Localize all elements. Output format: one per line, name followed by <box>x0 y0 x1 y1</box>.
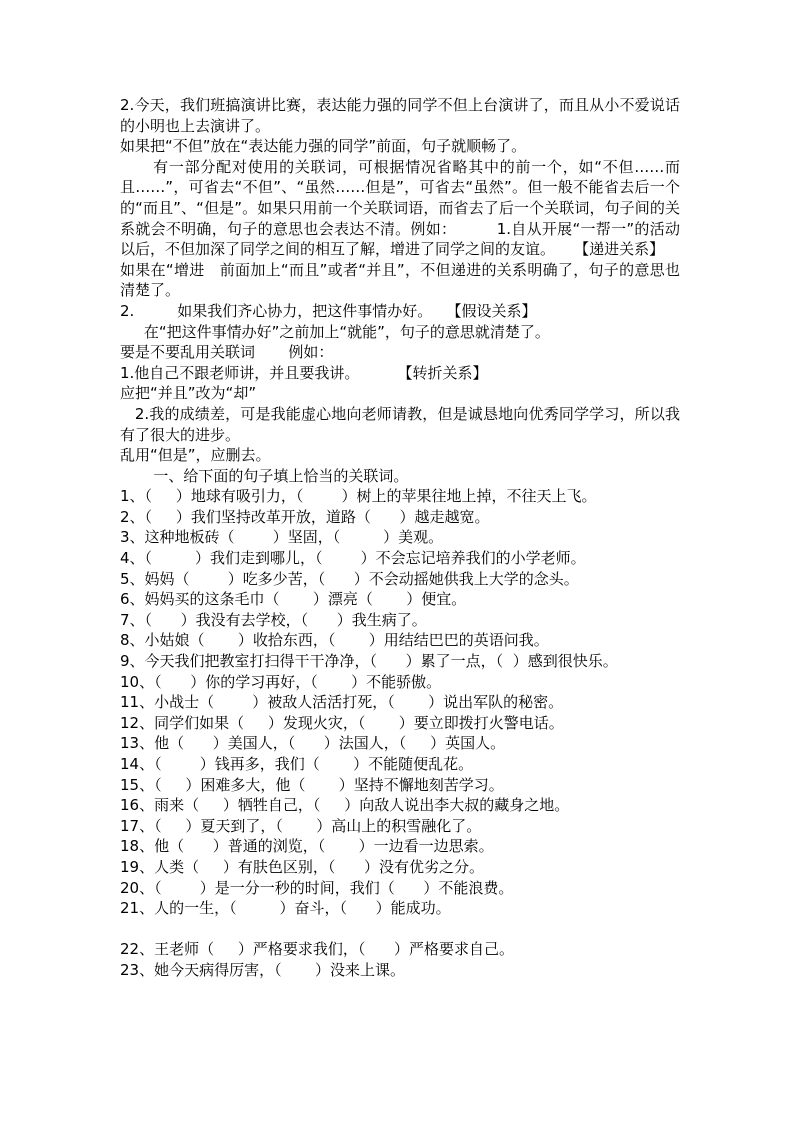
exercise-item: 21、人的一生，（ ）奋斗，（ ）能成功。 <box>120 899 451 918</box>
exercise-item: 4、（ ）我们走到哪儿，（ ）不会忘记培养我们的小学老师。 <box>120 549 586 568</box>
correction-note: 在“把这件事情办好”之前加上“就能”，句子的意思就清楚了。 <box>120 322 550 341</box>
explanation-paragraph: 有一部分配对使用的关联词，可根据情况省略其中的前一个，如“不但……而且……”，可省去“不但”、“虽然……但是”，可省去“虽然”。但一般不能省去后一个的“而且”、“但是”。如果只用前一个关联词语，而省去了后一个关联词，句子间的关系就会不明确，句子的意思也会表达不清。例如： 1.自从开展“一帮一”的活动以后，不但加深了同学之间的相互了解，增进了同学之间的友谊。 【递进关系】 <box>120 157 681 259</box>
exercise-item: 13、他（ ）美国人，（ ）法国人，（ ）英国人。 <box>120 734 506 753</box>
exercise-item: 16、雨来（ ）牺牲自己，（ ）向敌人说出李大叔的藏身之地。 <box>120 796 570 815</box>
correction-note: 应把“并且”改为“却” <box>120 384 257 403</box>
exercise-item: 23、她今天病得厉害，（ ）没来上课。 <box>120 960 405 979</box>
example-sentence: 2.我的成绩差，可是我能虚心地向老师请教，但是诚恳地向优秀同学学习，所以我有了很大的进步。 <box>120 404 680 444</box>
exercise-title: 一、给下面的句子填上恰当的关联词。 <box>120 466 409 485</box>
example-sentence: 2. 如果我们齐心协力，把这件事情办好。 【假设关系】 <box>120 301 537 320</box>
exercise-item: 2、（ ）我们坚持改革开放，道路（ ）越走越宽。 <box>120 507 490 526</box>
correction-note: 如果把“不但”放在“表达能力强的同学”前面，句子就顺畅了。 <box>120 137 527 156</box>
exercise-item: 22、王老师（ ）严格要求我们，（ ）严格要求自己。 <box>120 940 515 959</box>
correction-note: 乱用“但是”，应删去。 <box>120 446 271 465</box>
exercise-item: 15、（ ）困难多大，他（ ）坚持不懈地刻苦学习。 <box>120 775 504 794</box>
correction-note: 如果在“增进 前面加上“而且”或者“并且”，不但递进的关系明确了，句子的意思也清楚了。 <box>120 260 680 300</box>
exercise-item: 14、（ ）钱再多，我们（ ）不能随便乱花。 <box>120 755 474 773</box>
exercise-item: 18、他（ ）普通的浏览，（ ）一边看一边思索。 <box>120 837 494 856</box>
exercise-item: 1、（ ）地球有吸引力，（ ）树上的苹果往地上掉，不往天上飞。 <box>120 487 597 506</box>
exercise-item: 20、（ ）是一分一秒的时间，我们（ ）不能浪费。 <box>120 878 514 897</box>
document-page <box>120 95 680 981</box>
exercise-item: 5、妈妈（ ）吃多少苦，（ ）不会动摇她供我上大学的念头。 <box>120 569 579 588</box>
exercise-item: 9、今天我们把教室打扫得干干净净，（ ）累了一点，（ ）感到很快乐。 <box>120 652 618 671</box>
exercise-item: 17、（ ）夏天到了，（ ）高山上的积雪融化了。 <box>120 816 482 835</box>
exercise-item: 7、（ ）我没有去学校，（ ）我生病了。 <box>120 610 427 629</box>
exercise-item: 8、小姑娘（ ）收拾东西，（ ）用结结巴巴的英语问我。 <box>120 631 549 650</box>
blank-line <box>120 919 680 940</box>
exercise-item: 10、（ ）你的学习再好，（ ）不能骄傲。 <box>120 672 442 691</box>
example-sentence-2: 2.今天，我们班搞演讲比赛，表达能力强的同学不但上台演讲了，而且从小不爱说话的小明也上去演讲了。 <box>120 96 680 135</box>
example-sentence: 1.他自己不跟老师讲，并且要我讲。 【转折关系】 <box>120 363 488 382</box>
section-heading: 要是不要乱用关联词 例如： <box>120 343 334 362</box>
exercise-item: 6、妈妈买的这条毛巾（ ）漂亮（ ）便宜。 <box>120 590 467 609</box>
exercise-item: 12、同学们如果（ ）发现火灾，（ ）要立即拨打火警电话。 <box>120 713 564 732</box>
exercise-item: 19、人类（ ）有肤色区别，（ ）没有优劣之分。 <box>120 857 485 876</box>
exercise-item: 11、小战士（ ）被敌人活活打死，（ ）说出军队的秘密。 <box>120 693 564 712</box>
exercise-item: 3、这种地板砖（ ）坚固，（ ）美观。 <box>120 528 444 547</box>
